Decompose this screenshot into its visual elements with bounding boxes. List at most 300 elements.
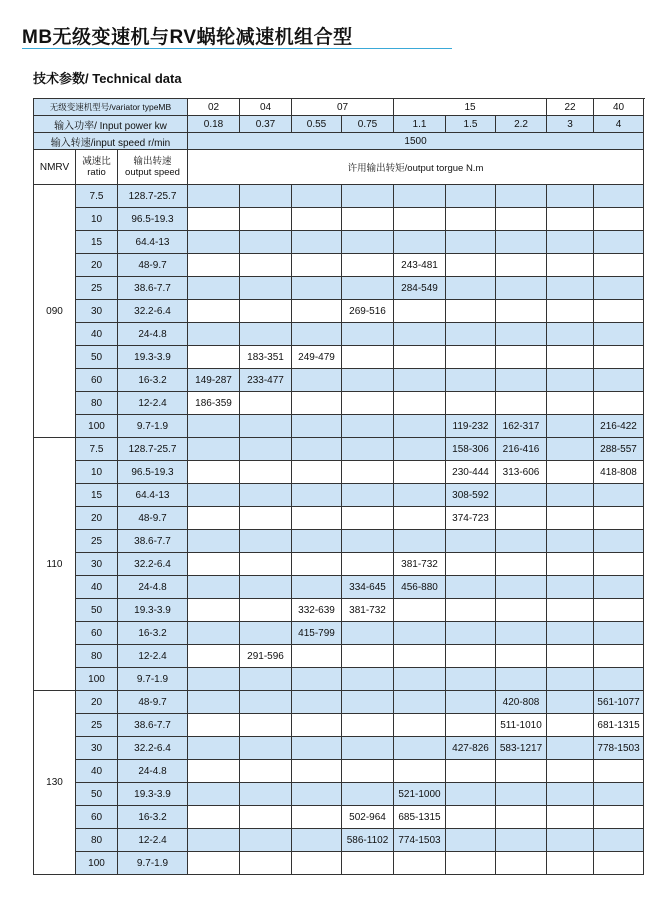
torque-cell xyxy=(446,208,496,231)
page-title: MB无级变速机与RV蜗轮减速机组合型 xyxy=(22,27,353,48)
torque-cell xyxy=(342,438,394,461)
table-row xyxy=(34,852,644,875)
output-speed-cell: 38.6-7.7 xyxy=(118,714,188,737)
torque-cell: 186-359 xyxy=(188,392,240,415)
torque-cell: 456-880 xyxy=(394,576,446,599)
ratio-cell: 15 xyxy=(76,231,118,254)
torque-cell: 502-964 xyxy=(342,806,394,829)
output-speed-cell: 12-2.4 xyxy=(118,645,188,668)
output-speed-cell: 16-3.2 xyxy=(118,622,188,645)
torque-cell xyxy=(446,323,496,346)
torque-cell xyxy=(496,645,547,668)
torque-cell xyxy=(342,645,394,668)
torque-cell xyxy=(188,806,240,829)
torque-cell: 243-481 xyxy=(394,254,446,277)
torque-cell: 313-606 xyxy=(496,461,547,484)
torque-cell xyxy=(188,254,240,277)
torque-cell xyxy=(446,369,496,392)
ratio-cell: 25 xyxy=(76,277,118,300)
ratio-cell: 100 xyxy=(76,852,118,875)
variator-type-22: 22 xyxy=(547,99,594,116)
torque-cell: 269-516 xyxy=(342,300,394,323)
ratio-cell: 100 xyxy=(76,668,118,691)
torque-cell xyxy=(188,415,240,438)
table-row xyxy=(34,622,644,645)
torque-cell xyxy=(240,668,292,691)
input-speed-label: 输入转速/input speed r/min xyxy=(34,133,188,150)
output-speed-cell: 12-2.4 xyxy=(118,392,188,415)
nmrv-size-cell: 110 xyxy=(34,438,76,691)
output-speed-cell: 32.2-6.4 xyxy=(118,300,188,323)
torque-cell xyxy=(292,691,342,714)
torque-cell xyxy=(446,599,496,622)
torque-cell xyxy=(292,392,342,415)
torque-cell: 681-1315 xyxy=(594,714,644,737)
torque-cell xyxy=(188,553,240,576)
output-speed-cell: 128.7-25.7 xyxy=(118,438,188,461)
torque-cell xyxy=(188,507,240,530)
torque-cell xyxy=(547,737,594,760)
torque-cell xyxy=(188,484,240,507)
torque-cell xyxy=(594,783,644,806)
power-cell: 3 xyxy=(547,116,594,133)
torque-cell xyxy=(594,185,644,208)
torque-cell xyxy=(594,507,644,530)
torque-cell xyxy=(446,806,496,829)
ratio-cell: 25 xyxy=(76,714,118,737)
torque-cell xyxy=(547,530,594,553)
torque-cell: 418-808 xyxy=(594,461,644,484)
torque-cell xyxy=(496,185,547,208)
table-row xyxy=(34,691,644,714)
torque-cell xyxy=(292,553,342,576)
torque-cell xyxy=(342,369,394,392)
output-speed-cell: 128.7-25.7 xyxy=(118,185,188,208)
torque-cell xyxy=(188,323,240,346)
table-row xyxy=(34,277,644,300)
torque-cell xyxy=(342,254,394,277)
torque-header: 许用输出转矩/output torgue N.m xyxy=(188,150,644,185)
torque-cell xyxy=(547,277,594,300)
torque-cell xyxy=(594,392,644,415)
torque-cell: 774-1503 xyxy=(394,829,446,852)
torque-cell xyxy=(496,231,547,254)
table-row xyxy=(34,323,644,346)
torque-cell xyxy=(342,346,394,369)
torque-cell: 119-232 xyxy=(446,415,496,438)
torque-cell xyxy=(547,760,594,783)
torque-cell xyxy=(394,484,446,507)
ratio-cell: 20 xyxy=(76,691,118,714)
torque-cell xyxy=(496,622,547,645)
torque-cell xyxy=(446,691,496,714)
torque-cell xyxy=(496,254,547,277)
torque-cell xyxy=(292,254,342,277)
torque-cell xyxy=(547,484,594,507)
power-cell: 0.55 xyxy=(292,116,342,133)
torque-cell xyxy=(446,346,496,369)
torque-cell xyxy=(292,829,342,852)
output-speed-cell: 24-4.8 xyxy=(118,576,188,599)
torque-cell xyxy=(240,760,292,783)
torque-cell xyxy=(594,829,644,852)
torque-cell: 381-732 xyxy=(342,599,394,622)
torque-cell xyxy=(188,622,240,645)
torque-cell xyxy=(188,231,240,254)
torque-cell xyxy=(594,208,644,231)
table-row xyxy=(34,783,644,806)
torque-cell xyxy=(292,185,342,208)
torque-cell xyxy=(446,254,496,277)
table-row xyxy=(34,300,644,323)
torque-cell xyxy=(240,852,292,875)
torque-cell xyxy=(342,231,394,254)
table-row xyxy=(34,737,644,760)
torque-cell xyxy=(292,461,342,484)
ratio-cell: 40 xyxy=(76,760,118,783)
torque-cell xyxy=(496,507,547,530)
ratio-cell: 50 xyxy=(76,346,118,369)
torque-cell xyxy=(394,369,446,392)
output-speed-cell: 96.5-19.3 xyxy=(118,208,188,231)
torque-cell: 374-723 xyxy=(446,507,496,530)
torque-cell xyxy=(446,829,496,852)
torque-cell xyxy=(496,392,547,415)
ratio-cell: 7.5 xyxy=(76,185,118,208)
torque-cell: 521-1000 xyxy=(394,783,446,806)
ratio-cell: 30 xyxy=(76,737,118,760)
torque-cell xyxy=(547,668,594,691)
torque-cell xyxy=(240,507,292,530)
ratio-cell: 30 xyxy=(76,553,118,576)
nmrv-size-cell: 090 xyxy=(34,185,76,438)
output-speed-header-cn: 输出转速 xyxy=(133,156,172,167)
ratio-cell: 10 xyxy=(76,208,118,231)
torque-cell xyxy=(342,668,394,691)
ratio-cell: 30 xyxy=(76,300,118,323)
torque-cell xyxy=(547,231,594,254)
torque-cell xyxy=(240,691,292,714)
torque-cell xyxy=(547,323,594,346)
torque-cell xyxy=(446,231,496,254)
ratio-cell: 40 xyxy=(76,323,118,346)
torque-cell xyxy=(496,553,547,576)
torque-cell xyxy=(342,461,394,484)
torque-cell: 249-479 xyxy=(292,346,342,369)
torque-cell xyxy=(188,691,240,714)
torque-cell xyxy=(188,346,240,369)
input-speed-value: 1500 xyxy=(188,133,644,150)
nmrv-size-cell: 130 xyxy=(34,691,76,875)
ratio-header-en: ratio xyxy=(87,167,106,178)
torque-cell xyxy=(394,760,446,783)
torque-cell xyxy=(240,484,292,507)
torque-cell xyxy=(394,300,446,323)
torque-cell xyxy=(394,438,446,461)
torque-cell xyxy=(240,599,292,622)
torque-cell xyxy=(342,622,394,645)
variator-type-row xyxy=(34,99,644,116)
torque-cell xyxy=(594,668,644,691)
torque-cell xyxy=(342,507,394,530)
ratio-header-cn: 减速比 xyxy=(82,156,111,167)
torque-cell xyxy=(446,185,496,208)
torque-cell xyxy=(188,760,240,783)
torque-cell xyxy=(188,461,240,484)
torque-cell xyxy=(292,806,342,829)
torque-cell xyxy=(240,323,292,346)
torque-cell xyxy=(292,231,342,254)
ratio-cell: 50 xyxy=(76,599,118,622)
output-speed-cell: 9.7-1.9 xyxy=(118,415,188,438)
torque-cell: 381-732 xyxy=(394,553,446,576)
table-row xyxy=(34,369,644,392)
title-underline xyxy=(22,48,452,49)
torque-cell xyxy=(394,530,446,553)
torque-cell xyxy=(342,691,394,714)
torque-cell xyxy=(446,530,496,553)
power-cell: 4 xyxy=(594,116,644,133)
torque-cell xyxy=(342,783,394,806)
torque-cell xyxy=(394,668,446,691)
technical-data-table xyxy=(33,98,644,875)
torque-cell xyxy=(496,599,547,622)
torque-cell xyxy=(496,576,547,599)
table-row xyxy=(34,530,644,553)
torque-cell xyxy=(240,714,292,737)
input-speed-row xyxy=(34,133,644,150)
torque-cell: 230-444 xyxy=(446,461,496,484)
torque-cell: 583-1217 xyxy=(496,737,547,760)
output-speed-cell: 32.2-6.4 xyxy=(118,737,188,760)
torque-cell xyxy=(240,530,292,553)
torque-cell: 149-287 xyxy=(188,369,240,392)
torque-cell xyxy=(240,185,292,208)
torque-cell xyxy=(547,783,594,806)
output-speed-cell: 38.6-7.7 xyxy=(118,277,188,300)
torque-cell xyxy=(496,530,547,553)
torque-cell xyxy=(188,852,240,875)
torque-cell xyxy=(240,461,292,484)
torque-cell xyxy=(292,645,342,668)
torque-cell xyxy=(446,852,496,875)
ratio-cell: 80 xyxy=(76,645,118,668)
torque-cell xyxy=(292,300,342,323)
torque-cell xyxy=(394,415,446,438)
torque-cell xyxy=(446,645,496,668)
torque-cell xyxy=(292,852,342,875)
torque-cell xyxy=(496,369,547,392)
torque-cell xyxy=(188,645,240,668)
table-row xyxy=(34,438,644,461)
torque-cell xyxy=(496,829,547,852)
torque-cell xyxy=(188,599,240,622)
torque-cell xyxy=(547,622,594,645)
torque-cell xyxy=(240,438,292,461)
torque-cell: 685-1315 xyxy=(394,806,446,829)
output-speed-cell: 19.3-3.9 xyxy=(118,599,188,622)
torque-cell xyxy=(292,783,342,806)
torque-cell xyxy=(188,438,240,461)
torque-cell xyxy=(342,484,394,507)
column-header-row xyxy=(34,150,644,185)
torque-cell xyxy=(240,254,292,277)
torque-cell: 158-306 xyxy=(446,438,496,461)
torque-cell: 332-639 xyxy=(292,599,342,622)
torque-cell xyxy=(188,783,240,806)
torque-cell: 162-317 xyxy=(496,415,547,438)
torque-cell xyxy=(394,714,446,737)
torque-cell xyxy=(547,507,594,530)
torque-cell: 561-1077 xyxy=(594,691,644,714)
ratio-cell: 100 xyxy=(76,415,118,438)
torque-cell xyxy=(594,576,644,599)
torque-cell: 216-422 xyxy=(594,415,644,438)
torque-cell xyxy=(292,415,342,438)
torque-cell xyxy=(292,438,342,461)
table-row xyxy=(34,599,644,622)
torque-cell xyxy=(188,668,240,691)
torque-cell xyxy=(342,737,394,760)
output-speed-cell: 48-9.7 xyxy=(118,254,188,277)
ratio-cell: 7.5 xyxy=(76,438,118,461)
variator-type-40: 40 xyxy=(594,99,644,116)
table-row xyxy=(34,484,644,507)
torque-cell xyxy=(342,760,394,783)
output-speed-header-en: output speed xyxy=(125,167,180,178)
torque-cell xyxy=(240,783,292,806)
table-row xyxy=(34,208,644,231)
torque-cell xyxy=(594,553,644,576)
torque-cell xyxy=(496,760,547,783)
torque-cell xyxy=(240,737,292,760)
torque-cell xyxy=(240,829,292,852)
ratio-cell: 40 xyxy=(76,576,118,599)
torque-cell: 586-1102 xyxy=(342,829,394,852)
torque-cell xyxy=(446,392,496,415)
torque-cell xyxy=(342,185,394,208)
torque-cell xyxy=(496,783,547,806)
torque-cell xyxy=(446,277,496,300)
torque-cell xyxy=(547,576,594,599)
torque-cell xyxy=(292,576,342,599)
torque-cell xyxy=(240,576,292,599)
torque-cell xyxy=(547,300,594,323)
torque-cell xyxy=(547,852,594,875)
torque-cell xyxy=(188,185,240,208)
torque-cell xyxy=(594,277,644,300)
torque-cell xyxy=(446,622,496,645)
section-subtitle: 技术参数/ Technical data xyxy=(33,71,182,86)
torque-cell: 427-826 xyxy=(446,737,496,760)
ratio-cell: 25 xyxy=(76,530,118,553)
torque-cell xyxy=(594,254,644,277)
torque-cell xyxy=(188,829,240,852)
torque-cell xyxy=(394,185,446,208)
torque-cell xyxy=(594,530,644,553)
variator-type-07: 07 xyxy=(292,99,394,116)
table-row xyxy=(34,714,644,737)
ratio-cell: 50 xyxy=(76,783,118,806)
table-row xyxy=(34,231,644,254)
torque-cell xyxy=(496,806,547,829)
torque-cell xyxy=(240,392,292,415)
torque-cell: 420-808 xyxy=(496,691,547,714)
torque-cell xyxy=(547,645,594,668)
variator-type-04: 04 xyxy=(240,99,292,116)
torque-cell xyxy=(292,714,342,737)
torque-cell: 233-477 xyxy=(240,369,292,392)
input-power-row xyxy=(34,116,644,133)
variator-type-label: 无级变速机型号/variator typeMB xyxy=(34,99,188,116)
torque-cell xyxy=(188,300,240,323)
table-row xyxy=(34,461,644,484)
torque-cell xyxy=(547,553,594,576)
table-row xyxy=(34,553,644,576)
table-row xyxy=(34,392,644,415)
torque-cell xyxy=(547,461,594,484)
torque-cell xyxy=(240,622,292,645)
variator-type-02: 02 xyxy=(188,99,240,116)
power-cell: 2.2 xyxy=(496,116,547,133)
output-speed-cell: 64.4-13 xyxy=(118,484,188,507)
variator-type-15: 15 xyxy=(394,99,547,116)
torque-cell xyxy=(240,277,292,300)
torque-cell xyxy=(547,714,594,737)
torque-cell xyxy=(394,231,446,254)
torque-cell xyxy=(394,599,446,622)
torque-cell xyxy=(394,691,446,714)
torque-cell xyxy=(292,277,342,300)
table-row xyxy=(34,346,644,369)
torque-cell xyxy=(240,300,292,323)
torque-cell xyxy=(594,760,644,783)
torque-cell xyxy=(496,668,547,691)
torque-cell xyxy=(292,507,342,530)
output-speed-cell: 48-9.7 xyxy=(118,507,188,530)
output-speed-header xyxy=(118,150,188,185)
torque-cell xyxy=(594,599,644,622)
torque-cell xyxy=(496,323,547,346)
nmrv-header: NMRV xyxy=(34,150,76,185)
ratio-cell: 10 xyxy=(76,461,118,484)
torque-cell xyxy=(547,392,594,415)
input-power-label: 输入功率/ Input power kw xyxy=(34,116,188,133)
table-row xyxy=(34,806,644,829)
torque-cell xyxy=(446,553,496,576)
ratio-header xyxy=(76,150,118,185)
power-cell: 1.1 xyxy=(394,116,446,133)
torque-cell xyxy=(594,622,644,645)
torque-cell xyxy=(292,737,342,760)
power-cell: 1.5 xyxy=(446,116,496,133)
torque-cell xyxy=(496,484,547,507)
power-cell: 0.18 xyxy=(188,116,240,133)
torque-cell xyxy=(547,806,594,829)
torque-cell xyxy=(594,346,644,369)
torque-cell xyxy=(446,300,496,323)
torque-cell xyxy=(292,369,342,392)
torque-cell xyxy=(496,852,547,875)
torque-cell xyxy=(394,346,446,369)
torque-cell xyxy=(594,645,644,668)
output-speed-cell: 16-3.2 xyxy=(118,806,188,829)
torque-cell xyxy=(446,668,496,691)
torque-cell xyxy=(446,783,496,806)
ratio-cell: 20 xyxy=(76,254,118,277)
torque-cell xyxy=(394,852,446,875)
torque-cell xyxy=(292,208,342,231)
